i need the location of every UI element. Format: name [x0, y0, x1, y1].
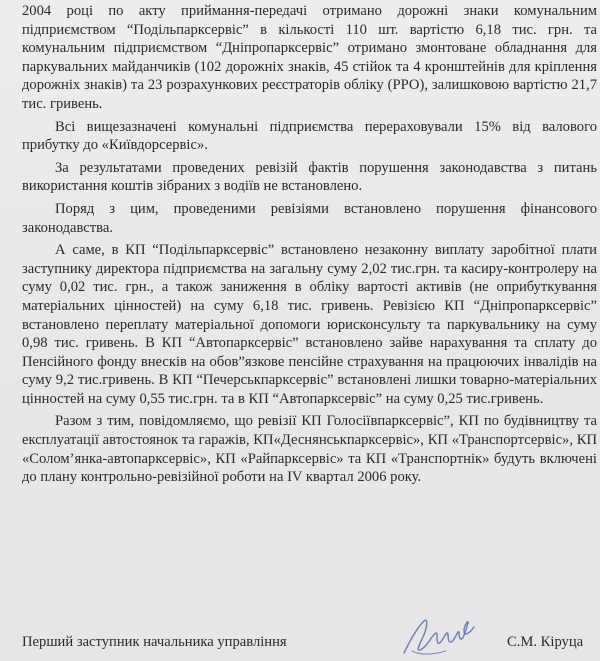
paragraph-violations-intro: Поряд з цим, проведеними ревізіями встановлено порушення фінансового законодавства.: [22, 200, 597, 236]
signature-block: [22, 632, 597, 654]
paragraph-continuation: 2004 році по акту приймання-передачі отримано дорожні знаки комунальним підприємством “Подільпарксервіс” в кількості 110 шт. вартістю 6,18 тис. грн. та комунальним підприємством “Дніпропарксервіс” отримано змонтоване обладнання для паркувальних майданчиків (102 дорожніх знаків, 45 стійок та 4 кронштейнів для кріплення дорожніх знаків) та 23 розрахункових реєстраторів обліку (РРО), залишковою вартістю 21,7 тис. гривень.: [22, 3, 597, 112]
signatory-name: С.М. Кіруца: [507, 634, 584, 650]
paragraph-future-audits: Разом з тим, повідомляємо, що ревізії КП Голосіївпарксервіс”, КП по будівництву та експлуатації автостоянок та гаражів, КП«Деснянськпарксервіс», КП «Транспортсервіс», КП «Солом’янка-автопарксервіс», КП «Райпарксервіс» та КП «Транспортнік» будуть включені до плану контрольно-ревізійної роботи на IV квартал 2006 року.: [22, 413, 597, 486]
paragraph-violations-details: А саме, в КП “Подільпарксервіс” встановлено незаконну виплату заробітної плати заступнику директора підприємства на загальну суму 2,02 тис.грн. та касиру-контролеру на суму 0,02 тис. грн., а також заниження в обліку вартості активів (не оприбуткування матеріальних цінностей) на суму 6,18 тис. гривень. Ревізією КП “Дніпропарксервіс” встановлено переплату матеріальної допомоги юрисконсульту та паркувальнику на суму 0,98 тис. гривень. В КП “Автопарксервіс” встановлено зайве нарахування та сплату до Пенсійного фонду внесків на обов”язкове пенсійне страхування на працюючих інвалідів на суму 9,2 тис.гривень. В КП “Печерськпарксервіс” встановлені лишки товарно-матеріальних цінностей на суму 0,55 тис.грн. та в КП “Автопарксервіс” на суму 0,25 тис.гривень.: [22, 242, 597, 407]
letter-body: [22, 2, 597, 491]
paragraph-audit-result: За результатами проведених ревізій фактів порушення законодавства з питань використання коштів зібраних з водіїв не встановлено.: [22, 159, 597, 195]
signatory-position: Перший заступник начальника управління: [22, 634, 287, 650]
paragraph-profit-transfer: Всі вищезазначені комунальні підприємства перераховували 15% від валового прибутку до «Київдорсервіс».: [22, 118, 597, 154]
